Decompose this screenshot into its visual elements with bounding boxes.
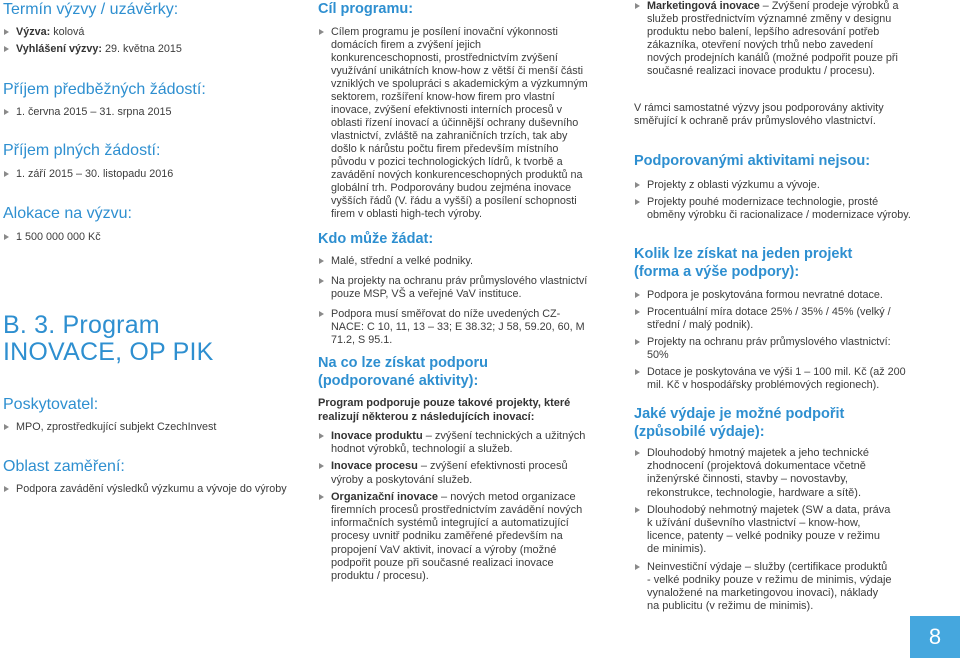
program-title-line1: B. 3. Program [3, 311, 160, 339]
program-title-line2: INOVACE, OP PIK [3, 338, 214, 366]
note-text: V rámci samostatné výzvy jsou podporovány aktivity směřující k ochraně práv průmyslového vlastnictví. [634, 102, 884, 127]
list-item: Projekty z oblasti výzkumu a vývoje. [634, 179, 914, 192]
list-item: Vyhlášení výzvy: 29. května 2015 [3, 43, 293, 56]
who-heading: Kdo může žádat: [318, 231, 434, 247]
activities-list [634, 179, 914, 222]
list-item: Na projekty na ochranu práv průmyslového vlastnictví pouze MSP, VŠ a veřejné VaV instituce. [318, 275, 588, 301]
list-item: Dlouhodobý hmotný majetek a jeho technické zhodnocení (projektová dokumentace včetně inženýrské činnosti, stavby – novostavby, rekonstrukce, technologie, hardware a sítě). [634, 447, 892, 500]
term-heading: Termín výzvy / uzávěrky: [3, 1, 179, 18]
activities-heading: Podporovanými aktivitami nejsou: [634, 153, 871, 169]
term-list [3, 26, 293, 56]
costs-heading-1: Jaké výdaje je možné podpořit [634, 406, 845, 422]
list-item: Inovace produktu – zvýšení technických a užitných hodnot výrobků, technologií a služeb. [318, 430, 590, 456]
list-item: Inovace procesu – zvýšení efektivnosti procesů výroby a poskytování služeb. [318, 460, 590, 486]
costs-heading-2: (způsobilé výdaje): [634, 424, 765, 440]
amount-list [634, 289, 914, 392]
alloc-heading: Alokace na výzvu: [3, 205, 132, 222]
list-item: Dotace je poskytována ve výši 1 – 100 mil. Kč (až 200 mil. Kč v hospodářsky problémových regionech). [634, 366, 914, 392]
list-item: Marketingová inovace – Zvýšení prodeje výrobků a služeb prostřednictvím významné změny v designu produktu nebo balení, lepšího adresování potřeb zákazníka, otevření nových trhů nebo zavedení nových prodejních kanálů (možné podpořit pouze při současné realizaci inovace produktu / procesu). [634, 0, 904, 78]
page-number: 8 [910, 616, 960, 658]
amount-heading-1: Kolik lze získat na jeden projekt [634, 246, 853, 262]
amount-heading-2: (forma a výše podpory): [634, 264, 800, 280]
list-item: Projekty na ochranu práv průmyslového vlastnictví: 50% [634, 336, 914, 362]
costs-list [634, 447, 892, 613]
list-item: Cílem programu je posílení inovační výkonnosti domácích firem a zvýšení jejich konkurenceschopnosti, prostřednictvím zvýšení využívání unikátních know-how z větší či menší části vzniklých ve spolupráci s akademickým a výzkumným sektorem, rozšíření know-how firem pro vlastní inovace, zvýšení efektivnosti interních procesů v oblasti řízení inovací a účinnější ochrany duševního vlastnictví, zvláště na zahraničních trzích, tak aby došlo k nárůstu počtu firem především místního původu v pozici technologických lídrů, k tvorbě a zavádění nových konkurenceschopných produktů na globální trh. Podporovány budou zejména inovace vyšších řádů (V. řádu a vyšší) a posílení schopnosti firem v oblasti high-tech výroby. [318, 26, 588, 221]
list-item: 1. června 2015 – 31. srpna 2015 [3, 106, 293, 119]
list-item: 1 500 000 000 Kč [3, 231, 293, 244]
list-item: Podpora zavádění výsledků výzkumu a vývoje do výroby [3, 483, 293, 496]
provider-heading: Poskytovatel: [3, 396, 99, 413]
list-item: Procentuální míra dotace 25% / 35% / 45% (velký / střední / malý podnik). [634, 306, 914, 332]
list-item: Dlouhodobý nehmotný majetek (SW a data, práva k užívání duševního vlastnictví – know-how, licence, patenty – velké podniky pouze v režimu de minimis). [634, 504, 892, 557]
list-item: 1. září 2015 – 30. listopadu 2016 [3, 168, 293, 181]
list-item: MPO, zprostředkující subjekt CzechInvest [3, 421, 293, 434]
list-item: Malé, střední a velké podniky. [318, 255, 588, 268]
what-list [318, 430, 590, 583]
who-list [318, 255, 588, 347]
full-heading: Příjem plných žádostí: [3, 142, 161, 159]
list-item: Výzva: kolová [3, 26, 293, 39]
what-heading-1: Na co lze získat podporu [318, 355, 488, 371]
prelim-heading: Příjem předběžných žádostí: [3, 81, 206, 98]
list-item: Projekty pouhé modernizace technologie, prosté obměny výrobku či racionalizace / modernizace výroby. [634, 196, 914, 222]
focus-heading: Oblast zaměření: [3, 458, 125, 475]
list-item: Neinvestiční výdaje – služby (certifikace produktů - velké podniky pouze v režimu de minimis, výdaje vynaložené na marketingovou inovaci), náklady na publicitu (v režimu de minimis). [634, 561, 892, 614]
what-intro: Program podporuje pouze takové projekty, které realizují některou z následujících inovací: [318, 397, 571, 423]
list-item: Podpora je poskytována formou nevratné dotace. [634, 289, 914, 302]
list-item: Organizační inovace – nových metod organizace firemních procesů prostřednictvím zavádění nových informačních systémů integrující a automatizující procesy uvnitř podniku zaměřené především na propojení VaV aktivit, inovací a výroby (možné podpořit pouze při současné realizaci inovace produktu / procesu). [318, 491, 590, 583]
list-item: Podpora musí směřovat do níže uvedených CZ-NACE: C 10, 11, 13 – 33; E 38.32; J 58, 59.20, 60, M 71.2, S 95.1. [318, 308, 588, 347]
what-heading-2: (podporované aktivity): [318, 373, 479, 389]
goal-heading: Cíl programu: [318, 1, 414, 17]
